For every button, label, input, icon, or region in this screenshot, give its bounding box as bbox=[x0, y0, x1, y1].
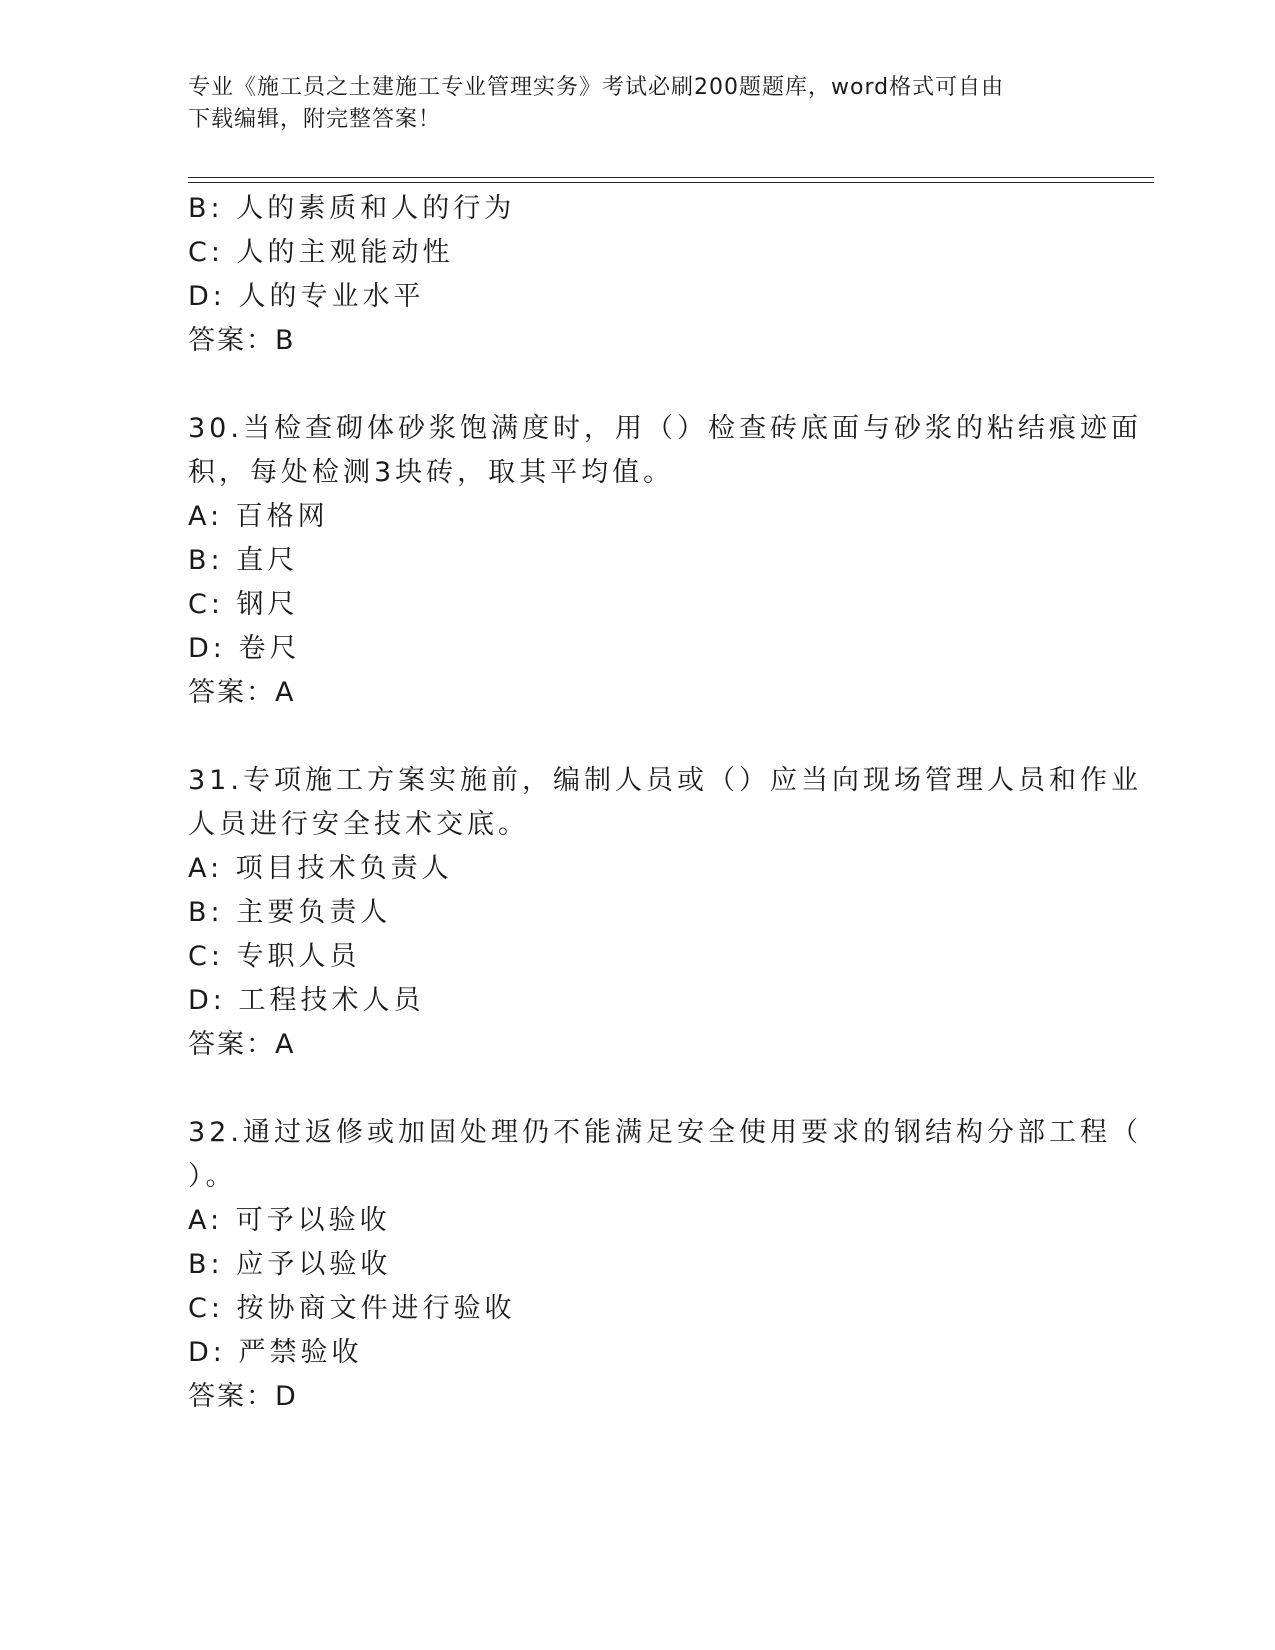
q32-option-c: C: 按协商文件进行验收 bbox=[188, 1293, 516, 1324]
prev-option-c: C: 人的主观能动性 bbox=[188, 237, 454, 268]
q31-answer: 答案：A bbox=[188, 1029, 296, 1060]
q32-stem-line-1: 32.通过返修或加固处理仍不能满足安全使用要求的钢结构分部工程（ bbox=[188, 1117, 1142, 1148]
document-header bbox=[188, 72, 1088, 136]
q32-option-b: B: 应予以验收 bbox=[188, 1249, 392, 1280]
q30-stem-line-1: 30.当检查砌体砂浆饱满度时，用（）检查砖底面与砂浆的粘结痕迹面 bbox=[188, 413, 1142, 444]
header-divider-top bbox=[188, 177, 1154, 178]
q31-option-d: D: 工程技术人员 bbox=[188, 985, 425, 1016]
q30-option-c: C: 钢尺 bbox=[188, 589, 299, 620]
header-line-1: 专业《施工员之土建施工专业管理实务》考试必刷200题题库，word格式可自由 bbox=[188, 75, 1005, 100]
q31-option-a: A: 项目技术负责人 bbox=[188, 853, 453, 884]
q32-option-d: D: 严禁验收 bbox=[188, 1337, 363, 1368]
q31-stem-line-2: 人员进行安全技术交底。 bbox=[188, 809, 529, 840]
header-divider-bottom bbox=[188, 182, 1154, 183]
prev-option-b: B: 人的素质和人的行为 bbox=[188, 193, 516, 224]
q30-stem-line-2: 积，每处检测3块砖，取其平均值。 bbox=[188, 457, 675, 488]
prev-answer: 答案：B bbox=[188, 325, 296, 356]
q31-option-c: C: 专职人员 bbox=[188, 941, 361, 972]
q30-option-d: D: 卷尺 bbox=[188, 633, 301, 664]
q32-option-a: A: 可予以验收 bbox=[188, 1205, 391, 1236]
q30-option-a: A: 百格网 bbox=[188, 501, 329, 532]
q32-stem-line-2: ）。 bbox=[188, 1161, 237, 1192]
prev-option-d: D: 人的专业水平 bbox=[188, 281, 425, 312]
q30-option-b: B: 直尺 bbox=[188, 545, 299, 576]
q32-answer: 答案：D bbox=[188, 1381, 298, 1412]
q30-answer: 答案：A bbox=[188, 677, 296, 708]
q31-stem-line-1: 31.专项施工方案实施前，编制人员或（）应当向现场管理人员和作业 bbox=[188, 765, 1142, 796]
header-line-2: 下载编辑，附完整答案！ bbox=[188, 107, 442, 132]
q31-option-b: B: 主要负责人 bbox=[188, 897, 392, 928]
